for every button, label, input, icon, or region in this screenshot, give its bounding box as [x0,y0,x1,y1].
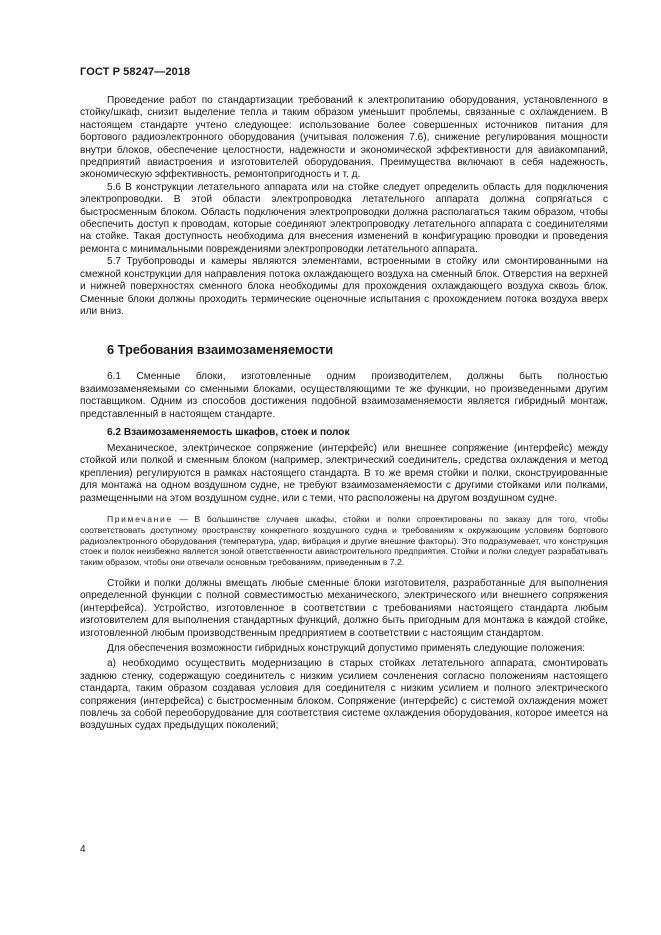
document-header: ГОСТ Р 58247—2018 [80,66,191,78]
page-number: 4 [80,844,86,855]
paragraph-6-2-racks: Стойки и полки должны вмещать любые сменные блоки изготовителя, разработанные для выполнения определенной функции с полной совместимостью механического, электрического или внешнего сопряжения (интерфейса). Устройство, изготовленное в соответствии с требованиями настоящего стандарта любым изготовителем для выполнения стандартных функций, должно быть пригодным для монтажа в каждой стойке, изготовленной любым производственным предприятием в соответствии с настоящим стандартом. [80,577,608,639]
subsection-6-2-heading: 6.2 Взаимозаменяемость шкафов, стоек и полок [107,426,350,438]
paragraph-power-standardization: Проведение работ по стандартизации требований к электропитанию оборудования, установленного в стойку/шкаф, снизит выделение тепла и таким образом уменьшит проблемы, связанные с охлаждением. В настоящем стандарте учтено следующее: использование более совершенных источников питания для бортового радиоэлектронного оборудования (учитывая положения 7.6), снижение регулирования мощности внутри блоков, обеспечение целостности, надежности и экономической эффективности для авиакомпаний, предприятий авиастроения и изготовителей оборудования. Преимущества включают в себя надежность, экономическую эффективность, ремонтопригодность и т. д. [80,95,608,181]
document-body [80,95,608,733]
note [80,514,608,568]
list-item-a: а) необходимо осуществить модернизацию в старых стойках летательного аппарата, смонтировать заднюю стенку, содержащую соединитель с низким усилием сочленения согласно положениям настоящего стандарта, таким образом создавая условия для соединителя с низким усилием и полного электрического сопряжения (интерфейса) с быстросменным блоком. Сопряжение (интерфейс) с системой охлаждения может повлечь за собой переоборудование для соответствия системе охлаждения оборудования, которое имеется на воздушных судах предыдущих поколений; [80,658,608,732]
paragraph-5-6: 5.6 В конструкции летательного аппарата или на стойке следует определить область для подключения электропроводки. В этой области электропроводка летательного аппарата должна сопрягаться с быстросменным блоком. Область подключения электропроводки должна располагаться таким образом, чтобы обеспечить доступ к проводам, которые соединяют электропроводку летательного аппарата с соединителями на стойке. Такая доступность необходима для внесения изменений в конфигурацию проводки и проведения ремонта с минимальными повреждениями электропроводки летательного аппарата. [80,181,608,255]
note-label: Примечание [107,513,173,524]
paragraph-6-1: 6.1 Сменные блоки, изготовленные одним производителем, должны быть полностью взаимозаменяемыми со сменными блоками, осуществляющими те же функции, но произведенными другим поставщиком. Одним из способов достижения подобной взаимозаменяемости является гибридный монтаж, представленный в настоящем стандарте. [80,371,608,420]
paragraph-6-2-intro: Механическое, электрическое сопряжение (интерфейс) или внешнее сопряжение (интерфейс) между стойкой или полкой и сменным блоком (например, электрический соединитель, средства охлаждения и метод крепления) регулируются в рамках настоящего стандарта. В то же время стойки и полки, сконструированные для монтажа на одном воздушном судне, не требуют взаимозаменяемости с другими стойками или полками, размещенными на этом воздушном судне, или с теми, что расположены на другом воздушном судне. [80,442,608,504]
section-6-heading: 6 Требования взаимозаменяемости [107,342,334,358]
paragraph-5-7: 5.7 Трубопроводы и камеры являются элементами, встроенными в стойку или смонтированными на смежной конструкции для направления потока охлаждающего воздуха на сменный блок. Отверстия на верхней и нижней поверхностях сменного блока необходимы для прохождения охлаждающего воздуха сквозь блок. Сменные блоки должны проходить термические оценочные испытания с прохождением потока воздуха вверх или вниз. [80,256,608,317]
note-text: — В большинстве случаев шкафы, стойки и полки спроектированы по заказу для того, чтобы соответствовать доступному пространству конкретного воздушного судна и требованиям к окружающим условиям бортового радиоэлектронного оборудования (температура, удар, вибрация и другие внешние факторы). Это подразумевает, что конструкция стоек и полок неизбежно является зоной ответственности авиастроительного предприятия. Стойки и полки следует разрабатывать таким образом, чтобы они отвечали основным требованиям, приведенным в 7.2. [80,513,608,568]
paragraph-6-2-hybrid: Для обеспечения возможности гибридных конструкций допустимо применять следующие положения: [107,642,586,654]
